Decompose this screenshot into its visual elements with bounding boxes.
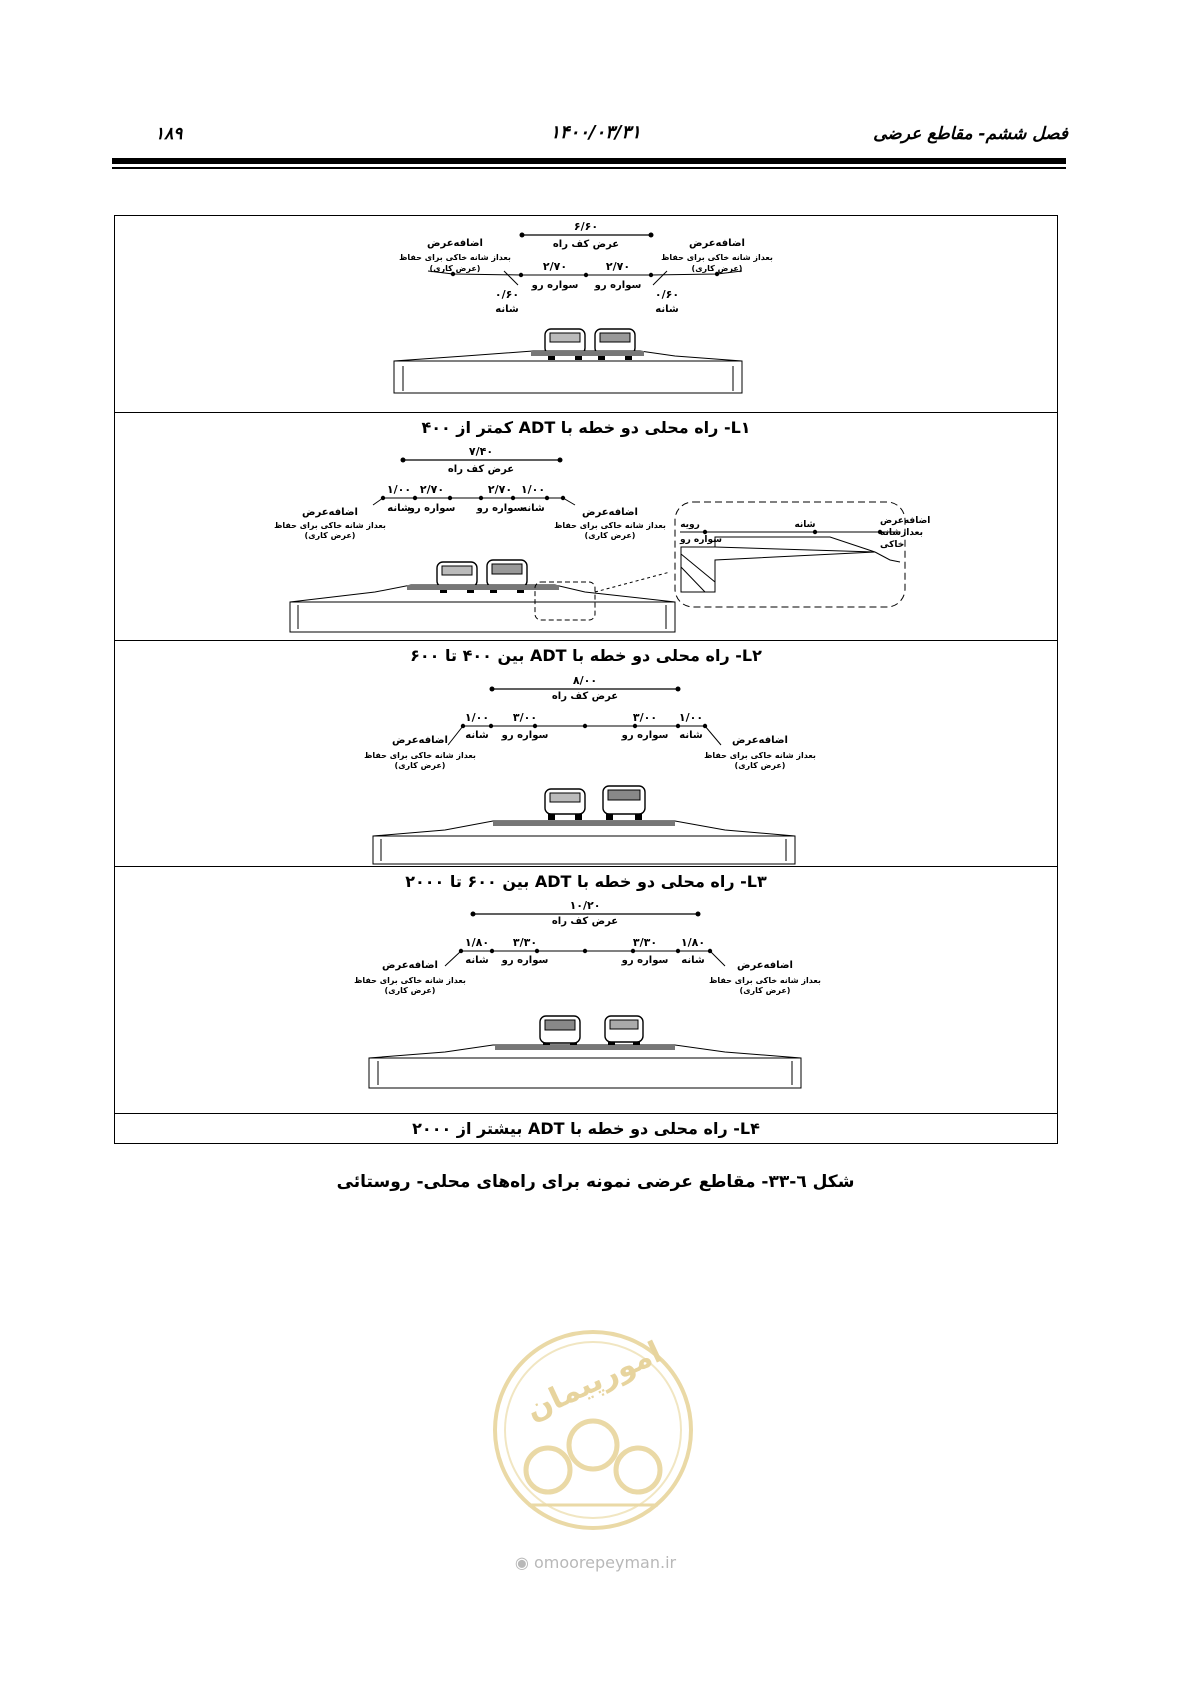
l2-detail-extra2: بعدازشانه — [880, 528, 923, 538]
l1-extra-note1-left: بعداز شانه خاکی برای حفاظ — [399, 253, 511, 262]
l4-extra-right: اضافه‌عرض — [737, 960, 793, 971]
l4-shoulder-left: ۱/۸۰ — [464, 936, 490, 949]
l4-carriage-left: سواره رو — [501, 955, 549, 966]
l1-extra-note1-right: بعداز شانه خاکی برای حفاظ — [661, 253, 773, 262]
l1-extra-note2-left: (عرض کاری) — [429, 264, 481, 273]
l4-extra-note2-left: (عرض کاری) — [384, 986, 436, 995]
l3-extra-left: اضافه‌عرض — [392, 735, 448, 746]
l4-extra-note1-right: بعداز شانه خاکی برای حفاظ — [709, 976, 821, 985]
l4-extra-left: اضافه‌عرض — [382, 960, 438, 971]
l1-roadbed-label: عرض کف راه — [552, 239, 620, 250]
l4-roadbed-label: عرض کف راه — [551, 916, 619, 927]
section-l1-caption — [115, 412, 1057, 442]
l3-lane-right: ۳/۰۰ — [632, 711, 658, 724]
l4-car-left — [540, 1016, 580, 1049]
l2-extra-note2-right: (عرض کاری) — [584, 531, 636, 540]
l3-extra-note2-right: (عرض کاری) — [734, 761, 786, 770]
l3-carriage-left: سواره رو — [501, 730, 549, 741]
l4-lane-right: ۳/۳۰ — [632, 936, 658, 949]
l4-lane-left: ۳/۳۰ — [512, 936, 538, 949]
section-l3-caption — [115, 866, 1057, 896]
l3-extra-note1-right: بعداز شانه خاکی برای حفاظ — [704, 751, 816, 760]
l3-roadbed-label: عرض کف راه — [551, 691, 619, 702]
header-rule-thin — [112, 167, 1066, 169]
l2-detail-carriage: سواره رو — [680, 535, 722, 545]
figure-caption: شکل ٦-٣٣- مقاطع عرضی نمونه برای راه‌های محلی- روستائی — [336, 1172, 855, 1192]
l1-extra-right: اضافه‌عرض — [689, 238, 745, 249]
l3-caption-post: بین ۶۰۰ تا ۲۰۰۰ — [405, 872, 535, 891]
l3-total-width: ۸/۰۰ — [572, 674, 598, 687]
l2-extra-note1-right: بعداز شانه خاکی برای حفاظ — [554, 521, 666, 530]
section-l2-drawing — [115, 442, 1057, 640]
section-l4-drawing — [115, 896, 1057, 1113]
l1-shoulder-label-left: شانه — [495, 304, 519, 315]
l2-shoulder-label-right: شانه — [521, 503, 545, 514]
l3-lane-left: ۳/۰۰ — [512, 711, 538, 724]
header-rule-thick — [112, 158, 1066, 164]
l2-extra-note1-left: بعداز شانه خاکی برای حفاظ — [274, 521, 386, 530]
l4-extra-note2-right: (عرض کاری) — [739, 986, 791, 995]
l3-shoulder-label-right: شانه — [679, 730, 703, 741]
page-number: ۱۸۹ — [155, 124, 183, 144]
l4-total-width: ۱۰/۲۰ — [569, 899, 601, 912]
l2-shoulder-left: ۱/۰۰ — [386, 483, 412, 496]
l2-extra-left: اضافه‌عرض — [302, 507, 358, 518]
l3-caption-pre: L۳- راه محلی دو خطه با — [571, 872, 767, 891]
chapter-title: فصل ششم- مقاطع عرضی — [873, 124, 1068, 144]
l4-caption-pre: L۴- راه محلی دو خطه با — [564, 1119, 760, 1138]
l4-shoulder-label-right: شانه — [681, 955, 705, 966]
watermark-url-text: omoorepeyman.ir — [533, 1553, 677, 1572]
watermark-logo-text: امورپیمان — [520, 1334, 668, 1428]
l1-caption-post: کمتر از ۴۰۰ — [421, 418, 519, 437]
l2-shoulder-label-left: شانه — [387, 503, 411, 514]
l1-lane-left: ۲/۷۰ — [542, 260, 568, 273]
l2-caption-post: بین ۴۰۰ تا ۶۰۰ — [410, 646, 530, 665]
l1-caption-adt: ADT — [518, 418, 556, 437]
l1-shoulder-left: ۰/۶۰ — [494, 288, 520, 301]
l3-caption-adt: ADT — [534, 872, 572, 891]
l2-shoulder-right: ۱/۰۰ — [520, 483, 546, 496]
l4-caption-post: بیشتر از ۲۰۰۰ — [412, 1119, 528, 1138]
l2-extra-right: اضافه‌عرض — [582, 507, 638, 518]
watermark-logo — [488, 1320, 698, 1540]
l1-carriage-right: سواره رو — [594, 280, 642, 291]
l1-extra-left: اضافه‌عرض — [427, 238, 483, 249]
section-l4-caption — [115, 1113, 1057, 1144]
cross-section-table — [114, 215, 1058, 1144]
section-l2-caption — [115, 640, 1057, 670]
section-l3-svg — [115, 670, 1056, 866]
section-l1-svg — [115, 216, 1056, 412]
l1-lane-right: ۲/۷۰ — [605, 260, 631, 273]
l2-extra-note2-left: (عرض کاری) — [304, 531, 356, 540]
l1-extra-note2-right: (عرض کاری) — [691, 264, 743, 273]
header-date: ۱۴۰۰/۰۳/۳۱ — [550, 122, 641, 143]
l4-shoulder-label-left: شانه — [465, 955, 489, 966]
l2-total-width: ۷/۴۰ — [468, 445, 494, 458]
section-l1-drawing — [115, 216, 1057, 412]
l3-extra-right: اضافه‌عرض — [732, 735, 788, 746]
l1-caption-pre: L۱- راه محلی دو خطه با — [555, 418, 751, 437]
l4-car-right — [605, 1016, 643, 1048]
l3-carriage-right: سواره رو — [621, 730, 669, 741]
l1-shoulder-label-right: شانه — [655, 304, 679, 315]
l4-extra-note1-left: بعداز شانه خاکی برای حفاظ — [354, 976, 466, 985]
l1-total-width: ۶/۶۰ — [573, 220, 599, 233]
l2-carriage-right: سواره رو — [476, 503, 524, 514]
l4-carriage-right: سواره رو — [621, 955, 669, 966]
l3-shoulder-label-left: شانه — [465, 730, 489, 741]
l2-caption-adt: ADT — [529, 646, 567, 665]
l2-caption-pre: L۲- راه محلی دو خطه با — [566, 646, 762, 665]
l2-lane-right: ۲/۷۰ — [487, 483, 513, 496]
l4-shoulder-right: ۱/۸۰ — [680, 936, 706, 949]
l2-lane-left: ۲/۷۰ — [419, 483, 445, 496]
l1-shoulder-right: ۰/۶۰ — [654, 288, 680, 301]
l1-carriage-left: سواره رو — [531, 280, 579, 291]
l4-caption-adt: ADT — [527, 1119, 565, 1138]
l3-extra-note1-left: بعداز شانه خاکی برای حفاظ — [364, 751, 476, 760]
l2-carriage-left: سواره رو — [408, 503, 456, 514]
section-l4-svg — [115, 896, 1056, 1113]
l2-detail-shoulder: شانه — [794, 520, 816, 530]
l2-detail-pavement: رویه — [680, 520, 700, 530]
watermark-url: ◉ omoorepeyman.ir — [514, 1553, 677, 1572]
section-l2-svg — [115, 442, 1056, 640]
l3-car-left — [545, 789, 585, 820]
l3-shoulder-right: ۱/۰۰ — [678, 711, 704, 724]
l2-detail-extra1: اضافه‌عرض — [880, 516, 931, 526]
l3-car-right — [603, 786, 645, 820]
l2-detail-extra3: خاکی — [880, 540, 905, 550]
l3-extra-note2-left: (عرض کاری) — [394, 761, 446, 770]
l2-roadbed-label: عرض کف راه — [447, 464, 515, 475]
section-l3-drawing — [115, 670, 1057, 866]
l3-shoulder-left: ۱/۰۰ — [464, 711, 490, 724]
